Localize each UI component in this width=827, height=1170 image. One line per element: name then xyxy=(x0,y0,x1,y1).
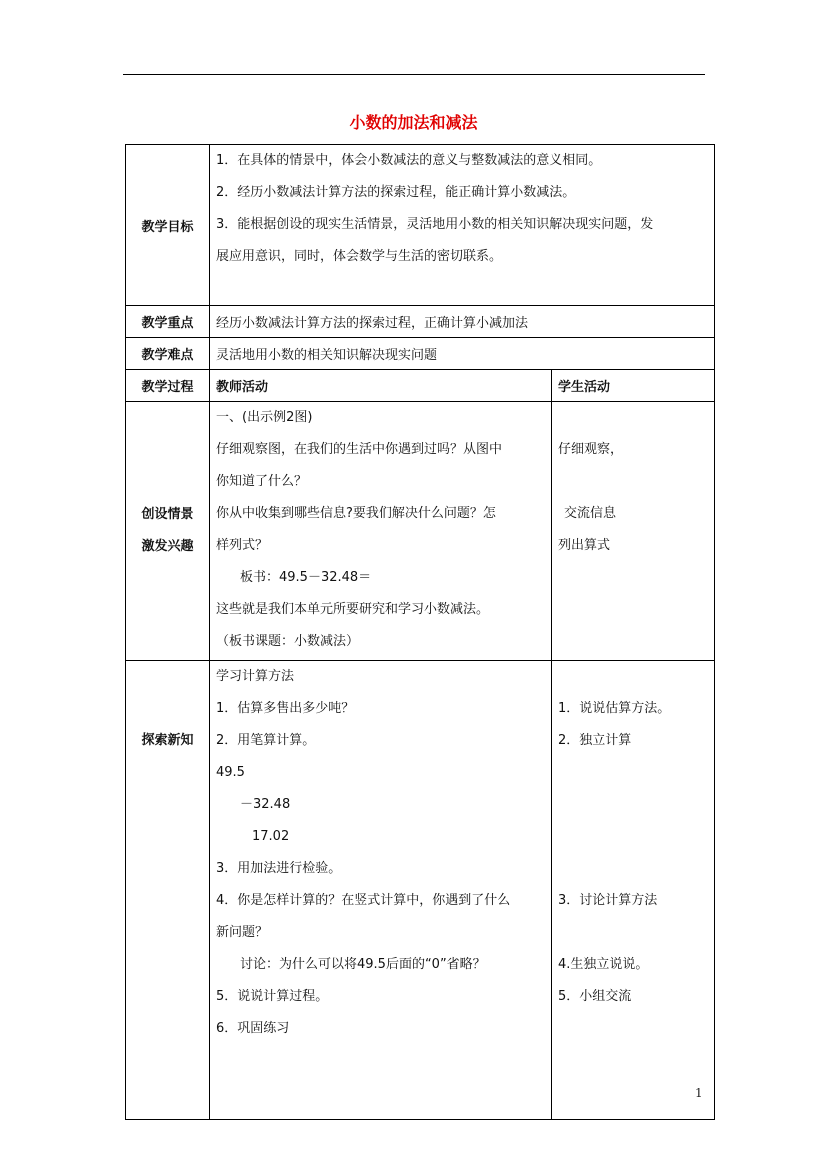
teacher-line: 学习计算方法 xyxy=(216,669,295,684)
header-rule xyxy=(123,74,705,75)
student-line: 交流信息 xyxy=(564,506,617,521)
teacher-activity-header: 教师活动 xyxy=(210,370,552,402)
difficulty-text: 灵活地用小数的相关知识解决现实问题 xyxy=(210,338,715,370)
student-line xyxy=(558,821,708,853)
teacher-line: 5．说说计算过程。 xyxy=(216,989,329,1004)
teacher-line: －32.48 xyxy=(240,797,291,812)
scenario-label-line: 创设情景 xyxy=(141,507,194,522)
scenario-label-line: 激发兴趣 xyxy=(141,539,194,554)
teacher-line: 49.5 xyxy=(216,765,245,780)
student-line: 2．独立计算 xyxy=(558,733,632,748)
teacher-line: 1．估算多售出多少吨？ xyxy=(216,701,355,716)
student-line: 1．说说估算方法。 xyxy=(558,701,671,716)
teacher-line: 样列式？ xyxy=(216,538,269,553)
student-line: 仔细观察， xyxy=(558,442,624,457)
teacher-line: 板书：49.5－32.48＝ xyxy=(240,570,372,585)
student-line xyxy=(558,757,708,789)
key-point-text: 经历小数减法计算方法的探索过程，正确计算小减加法 xyxy=(210,306,715,338)
scenario-student xyxy=(552,402,715,661)
student-line xyxy=(558,1013,708,1045)
scenario-label xyxy=(126,402,210,661)
student-line xyxy=(558,466,708,498)
key-point-label: 教学重点 xyxy=(126,306,210,338)
student-line xyxy=(558,789,708,821)
page-title: 小数的加法和减法 xyxy=(349,113,478,132)
teacher-line: 6．巩固练习 xyxy=(216,1021,290,1036)
key-point-row xyxy=(126,306,715,338)
student-line xyxy=(558,853,708,885)
goals-row xyxy=(126,145,715,306)
teacher-line: （板书课题：小数减法） xyxy=(216,634,360,649)
goal-line: 2．经历小数减法计算方法的探索过程，能正确计算小数减法。 xyxy=(216,185,576,200)
teacher-line: 17.02 xyxy=(252,829,290,844)
process-label: 教学过程 xyxy=(126,370,210,402)
student-line: 4.生独立说说。 xyxy=(558,957,649,972)
goals-content xyxy=(210,145,715,306)
teacher-line: 2．用笔算计算。 xyxy=(216,733,316,748)
teacher-line: 这些就是我们本单元所要研究和学习小数减法。 xyxy=(216,602,490,617)
teacher-line: 讨论：为什么可以将49.5后面的“0”省略？ xyxy=(240,957,486,972)
lesson-plan-table xyxy=(125,144,715,1120)
student-activity-header: 学生活动 xyxy=(552,370,715,402)
teacher-line: 仔细观察图，在我们的生活中你遇到过吗？从图中 xyxy=(216,442,503,457)
teacher-line: 一、(出示例2图) xyxy=(216,410,313,425)
teacher-line: 你知道了什么？ xyxy=(216,474,308,489)
student-line xyxy=(558,917,708,949)
student-line xyxy=(558,402,708,434)
goals-label: 教学目标 xyxy=(126,145,210,306)
teacher-line: 你从中收集到哪些信息?要我们解决什么问题？怎 xyxy=(216,506,496,521)
explore-student xyxy=(552,661,715,1120)
difficulty-label: 教学难点 xyxy=(126,338,210,370)
student-line xyxy=(558,661,708,693)
scenario-teacher xyxy=(210,402,552,661)
difficulty-row xyxy=(126,338,715,370)
student-line: 5．小组交流 xyxy=(558,989,632,1004)
process-header-row xyxy=(126,370,715,402)
teacher-line: 3．用加法进行检验。 xyxy=(216,861,342,876)
teacher-line: 4．你是怎样计算的？在竖式计算中，你遇到了什么 xyxy=(216,893,511,908)
student-line: 3．讨论计算方法 xyxy=(558,893,658,908)
page-number: 1 xyxy=(695,1086,703,1100)
goal-line: 展应用意识，同时，体会数学与生活的密切联系。 xyxy=(216,249,503,264)
explore-row xyxy=(126,661,715,1120)
explore-label: 探索新知 xyxy=(126,661,210,1120)
goal-line: 1．在具体的情景中，体会小数减法的意义与整数减法的意义相同。 xyxy=(216,153,602,168)
goal-line: 3．能根据创设的现实生活情景，灵活地用小数的相关知识解决现实问题，发 xyxy=(216,217,654,232)
student-line: 列出算式 xyxy=(558,538,611,553)
scenario-row xyxy=(126,402,715,661)
explore-teacher xyxy=(210,661,552,1120)
teacher-line: 新问题？ xyxy=(216,925,269,940)
